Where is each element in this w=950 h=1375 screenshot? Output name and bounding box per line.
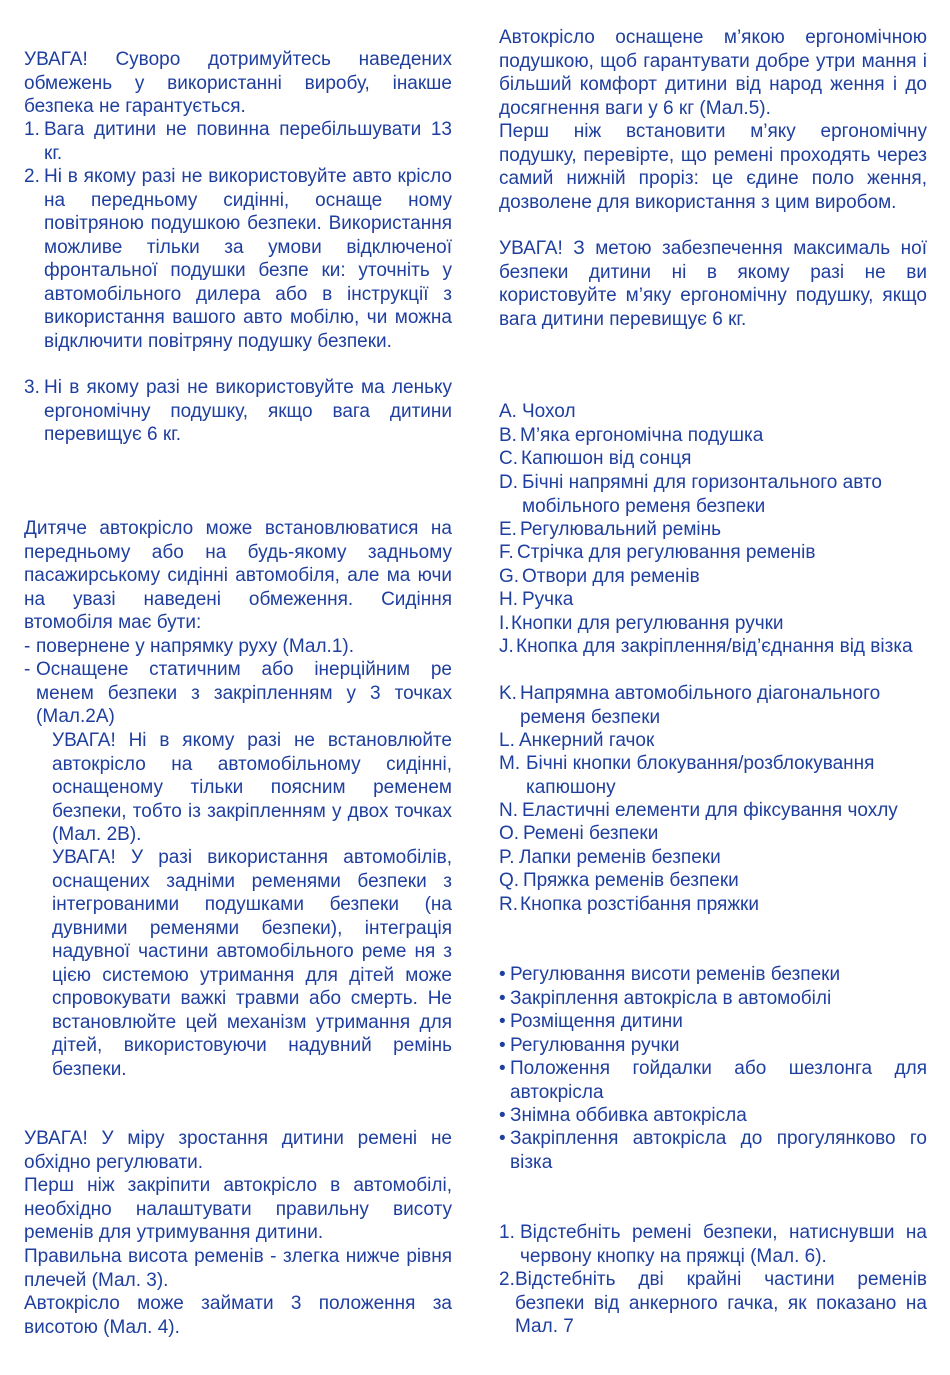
warning-growth: УВАГА! У міру зростання дитини ремені не обхідно регулювати. [24,1128,452,1173]
part-item [499,822,927,846]
contents-item [499,1104,927,1128]
part-letter: J. [499,636,514,657]
part-text: Бічні напрямні для горизонтального авто мобільного ременя безпеки [522,472,882,517]
contents-item [499,987,927,1011]
step-number: 1. [499,1222,515,1243]
part-text: Кнопки для регулювання ручки [511,613,784,634]
contents-item [499,1010,927,1034]
part-text: Пряжка ременів безпеки [523,870,739,891]
bullet: • [499,1011,506,1032]
list-text: Ні в якому разі не використовуйте ма леньку ергономічну подушку, якщо вага дитини перевищує 6 кг. [44,377,452,445]
list-number: 1. [24,119,40,140]
part-letter: R. [499,894,518,915]
list-number: 2. [24,166,40,187]
contents-text: Положення гойдалки або шезлонга для автокрісла [510,1058,927,1103]
part-text: М’яка ергономічна подушка [520,425,764,446]
bullet: • [499,1128,506,1149]
step-item [499,1268,927,1339]
list-text: Вага дитини не повинна перебільшувати 13 кг. [44,119,452,164]
cushion-check: Перш ніж встановити м’яку ергономічну подушку, перевірте, що ремені проходять через самий нижній проріз: це єдине поло ження, дозволене для використання з цим виробом. [499,121,927,213]
step-text: Відстебніть ремені безпеки, натиснувши на червону кнопку на пряжці (Мал. 6). [520,1222,927,1267]
part-item [499,752,927,799]
cushion-intro: Автокрісло оснащене м’якою ергономічною подушкою, щоб гарантувати добре утри мання і більший комфорт дитини від народ ження і до досягнення ваги у 6 кг (Мал.5). [499,27,927,119]
part-letter: P. [499,847,515,868]
part-item [499,447,927,471]
part-letter: A. [499,401,517,422]
part-text: Лапки ременів безпеки [519,847,721,868]
part-item [499,424,927,448]
list-text: повернене у напрямку руху (Мал.1). [36,636,355,657]
part-letter: B. [499,425,517,446]
bullet: • [499,1058,506,1079]
part-text: Отвори для ременів [522,566,700,587]
contents-text: Розміщення дитини [510,1011,683,1032]
contents-text: Регулювання ручки [510,1035,680,1056]
part-letter: N. [499,800,518,821]
contents-text: Закріплення автокрісла в автомобілі [510,988,832,1009]
part-item [499,799,927,823]
part-text: Бічні кнопки блокування/розблокування капюшону [526,753,875,798]
part-text: Еластичні елементи для фіксування чохлу [522,800,898,821]
part-item [499,518,927,542]
list-text: Ні в якому разі не використовуйте авто крісло на передньому сидінні, оснаще ному повітряною подушкою безпеки. Використання можливе тільки за умови відключеної фронтальної подушки безпе ки: уточніть у автомобільного дилера або в інструкції з використання вашого авто мобілю, чи можна відключити повітряну подушку безпеки. [44,166,452,352]
part-letter: E. [499,519,517,540]
restriction-item [24,376,452,447]
part-item [499,635,927,659]
part-item [499,729,927,753]
install-item [24,635,452,659]
part-text: Стрічка для регулювання ременів [517,542,816,563]
step-item [499,1221,927,1268]
list-number: 3. [24,377,40,398]
part-item [499,682,927,729]
part-item [499,612,927,636]
part-item [499,588,927,612]
part-text: Чохол [522,401,576,422]
height-positions: Автокрісло може займати 3 положення за висотою (Мал. 4). [24,1293,452,1338]
part-letter: M. [499,753,521,774]
part-letter: H. [499,589,518,610]
step-text: Відстебніть дві крайні частини ременів безпеки від анкерного гачка, як показано на Мал. 7 [515,1269,927,1337]
height-text: Перш ніж закріпити автокрісло в автомобілі, необхідно налаштувати правильну висоту ременів для утримування дитини. [24,1175,452,1243]
contents-item [499,1127,927,1174]
part-text: Анкерний гачок [519,730,655,751]
part-letter: Q. [499,870,520,891]
bullet: • [499,1105,506,1126]
contents-item [499,1057,927,1104]
list-dash: - [24,659,31,680]
warning-two-point-belt: УВАГА! Ні в якому разі не встановлюйте автокрісло на автомобільному сидінні, оснащеному тільки поясним ременем безпеки, тобто із закріпленням у двох точках (Мал. 2В). [52,730,452,845]
restriction-item [24,118,452,165]
contents-text: Закріплення автокрісла до прогулянково го візка [510,1128,927,1173]
contents-item [499,963,927,987]
part-letter: C. [499,448,518,469]
part-letter: F. [499,542,514,563]
bullet: • [499,964,506,985]
list-dash: - [24,636,31,657]
cushion-warning: УВАГА! З метою забезпечення максималь ної безпеки дитини ні в якому разі не ви користовуйте м’яку ергономічну подушку, якщо вага дитини перевищує 6 кг. [499,238,927,330]
part-item [499,846,927,870]
contents-text: Знімна оббивка автокрісла [510,1105,747,1126]
part-item [499,471,927,518]
part-item [499,893,927,917]
part-text: Напрямна автомобільного діагонального ременя безпеки [520,683,881,728]
contents-text: Регулювання висоти ременів безпеки [510,964,841,985]
restriction-item [24,165,452,353]
part-letter: D. [499,472,518,493]
part-text: Кнопка розстібання пряжки [520,894,759,915]
bullet: • [499,988,506,1009]
part-item [499,400,927,424]
part-text: Капюшон від сонця [521,448,692,469]
part-text: Кнопка для закріплення/від’єднання від візка [516,636,913,657]
part-item [499,541,927,565]
contents-item [499,1034,927,1058]
bullet: • [499,1035,506,1056]
warning-inflatable-belt: УВАГА! У разі використання автомобілів, оснащених задніми ременями безпеки з інтегрованими подушками безпеки (на дувними ременями безпеки), інтеграція надувної частини автомобільного реме ня з цією системою утримання для дітей може спровокувати важкі травми або смерть. Не встановлюйте цей механізм утримання для дітей, використовуючи надувний ремінь безпеки. [52,847,452,1080]
list-text: Оснащене статичним або інерційним ре менем безпеки з закріпленням у 3 точках (Мал.2А) [36,659,452,727]
correct-height: Правильна висота ременів - злегка нижче рівня плечей (Мал. 3). [24,1246,452,1291]
warning-intro: УВАГА! Суворо дотримуйтесь наведених обмежень у використанні виробу, інакше безпека не гарантується. [24,49,452,117]
part-item [499,869,927,893]
part-letter: K. [499,683,517,704]
part-text: Ручка [522,589,574,610]
part-text: Ремені безпеки [523,823,659,844]
part-letter: G. [499,566,520,587]
part-letter: O. [499,823,520,844]
part-item [499,565,927,589]
part-text: Регулювальний ремінь [520,519,721,540]
install-intro: Дитяче автокрісло може встановлюватися на передньому або на будь-якому задньому пасажирському сидінні автомобіля, але ма ючи на увазі наведені обмеження. Сидіння втомобіля має бути: [24,518,452,633]
part-letter: L. [499,730,515,751]
install-item [24,658,452,729]
step-number: 2. [499,1269,515,1290]
part-letter: I. [499,613,510,634]
